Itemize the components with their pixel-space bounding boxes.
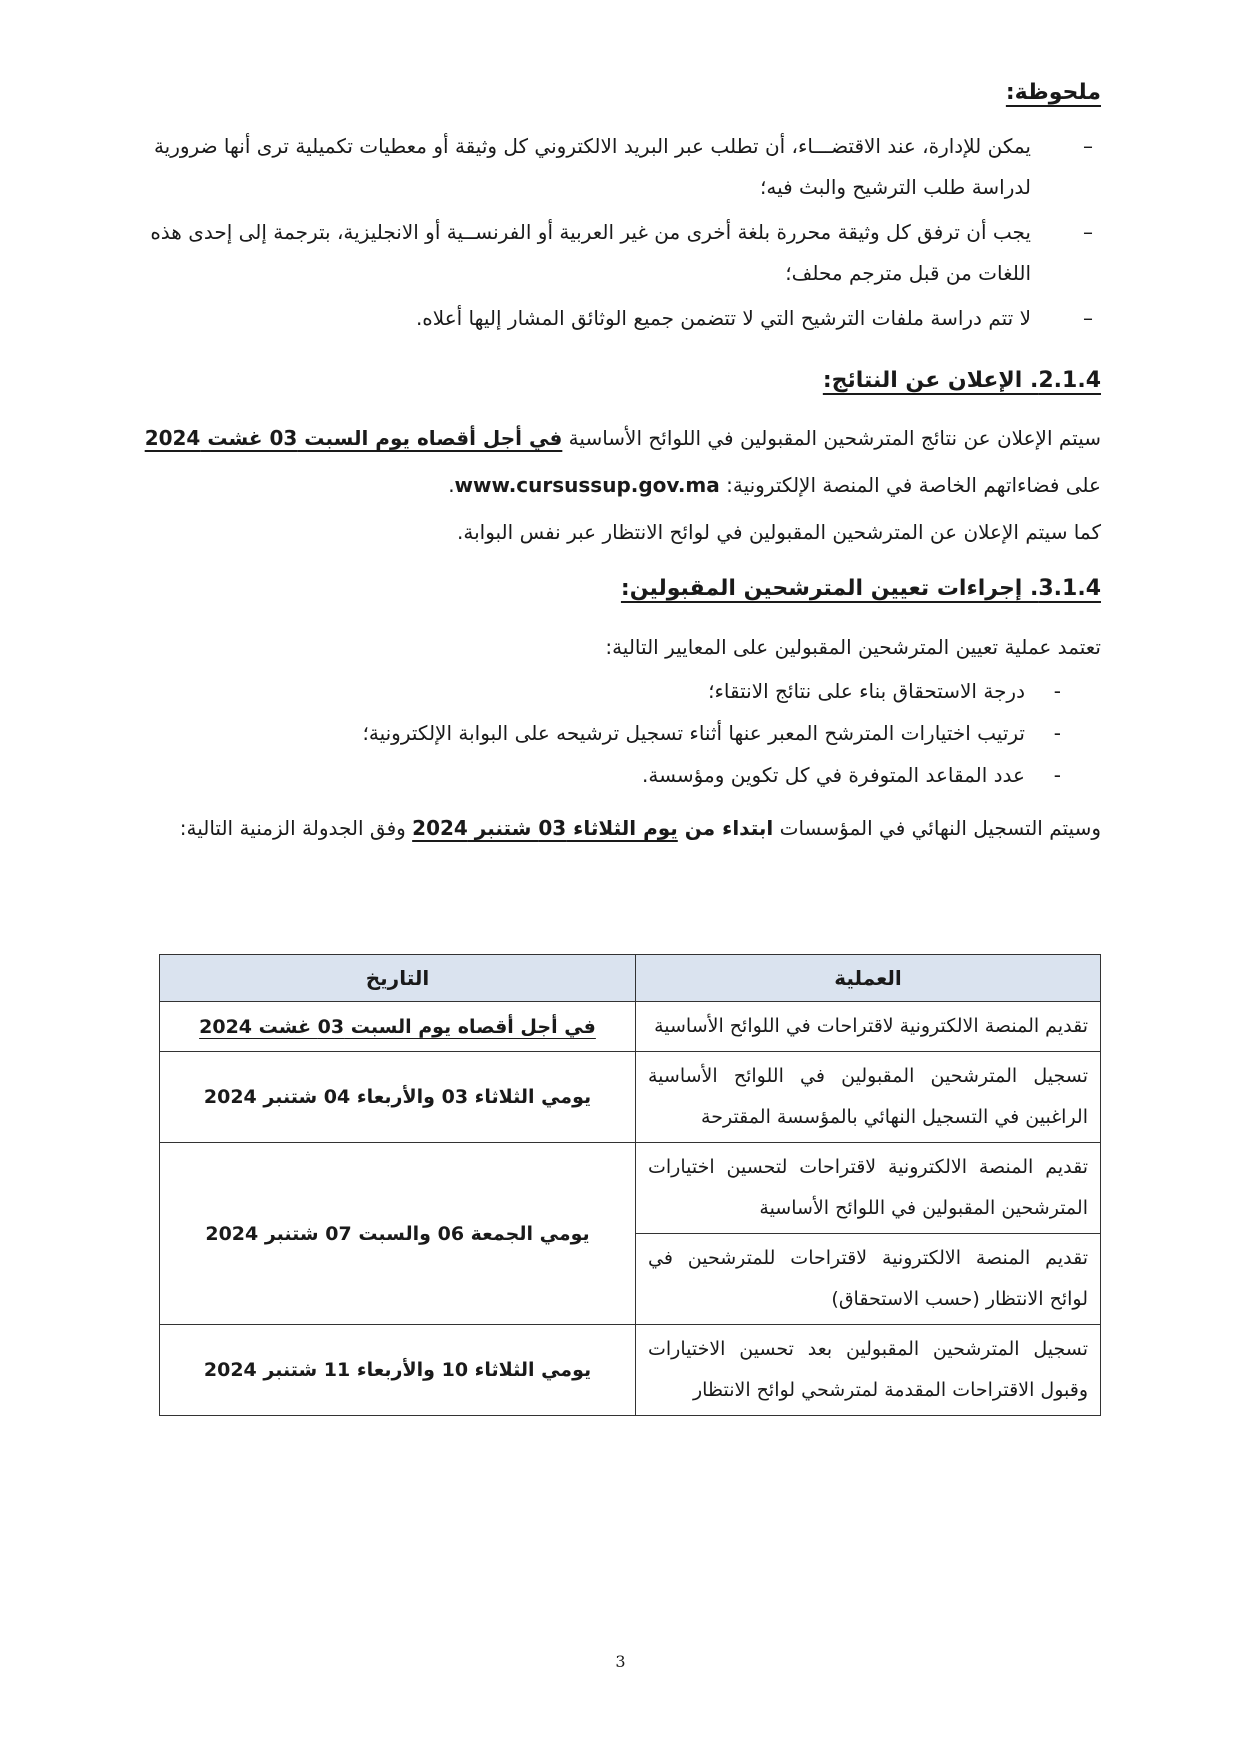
- date-cell: يومي الجمعة 06 والسبت 07 شتنبر 2024: [160, 1143, 636, 1325]
- final-text-end: وفق الجدولة الزمنية التالية:: [179, 816, 413, 840]
- dash-marker: –: [1083, 220, 1093, 244]
- dash-marker: -: [1053, 763, 1061, 787]
- header-date: التاريخ: [160, 955, 636, 1002]
- criteria-item: [145, 718, 1101, 748]
- results-line1-text: سيتم الإعلان عن نتائج المترشحين المقبولين في اللوائح الأساسية: [562, 426, 1101, 450]
- dash-marker: -: [1053, 721, 1061, 745]
- results-paragraph-line2: [145, 470, 1101, 500]
- note-item-text: يجب أن ترفق كل وثيقة محررة بلغة أخرى من غير العربية أو الفرنســية أو الانجليزية، بترجمة إلى إحدى هذه اللغات من قبل مترجم محلف؛: [150, 220, 1031, 285]
- header-operation: العملية: [636, 955, 1101, 1002]
- date-text: في أجل أقصاه يوم السبت 03 غشت 2024: [199, 1015, 596, 1038]
- note-item-text: لا تتم دراسة ملفات الترشيح التي لا تتضمن جميع الوثائق المشار إليها أعلاه.: [415, 306, 1031, 330]
- criteria-item: [145, 676, 1101, 706]
- note-item: [145, 212, 1101, 294]
- dash-marker: –: [1083, 306, 1093, 330]
- assignment-heading: 3.1.4. إجراءات تعيين المترشحين المقبولين:: [620, 576, 1101, 601]
- operation-cell: تسجيل المترشحين المقبولين بعد تحسين الاختيارات وقبول الاقتراحات المقدمة لمترشحي لوائح الانتظار: [636, 1325, 1101, 1416]
- note-item: [145, 298, 1101, 339]
- schedule-table: [159, 954, 1101, 1416]
- note-heading: ملحوظة:: [1005, 80, 1101, 105]
- final-text-start: وسيتم التسجيل النهائي في المؤسسات: [773, 816, 1101, 840]
- results-heading: 2.1.4. الإعلان عن النتائج:: [822, 368, 1101, 393]
- operation-cell: تقديم المنصة الالكترونية لاقتراحات لتحسين اختيارات المترشحين المقبولين في اللوائح الأساسية: [636, 1143, 1101, 1234]
- results-line2-end: .: [448, 473, 455, 497]
- dash-marker: -: [1053, 679, 1061, 703]
- note-item-text: يمكن للإدارة، عند الاقتضـــاء، أن تطلب عبر البريد الالكتروني كل وثيقة أو معطيات تكميلية ترى أنها ضرورية لدراسة طلب الترشيح والبث فيه؛: [153, 134, 1031, 199]
- date-cell: يومي الثلاثاء 03 والأربعاء 04 شتنبر 2024: [160, 1052, 636, 1143]
- results-line2-text: على فضاءاتهم الخاصة في المنصة الإلكترونية:: [719, 473, 1101, 497]
- final-registration-line: [145, 813, 1101, 843]
- criteria-text: عدد المقاعد المتوفرة في كل تكوين ومؤسسة.: [641, 763, 1025, 787]
- website-link[interactable]: www.cursussup.gov.ma: [454, 473, 720, 497]
- assignment-intro: تعتمد عملية تعيين المترشحين المقبولين على المعايير التالية:: [605, 635, 1101, 659]
- operation-cell: تسجيل المترشحين المقبولين في اللوائح الأساسية الراغبين في التسجيل النهائي بالمؤسسة المقترحة: [636, 1052, 1101, 1143]
- table-header-row: [160, 955, 1101, 1002]
- criteria-item: [145, 760, 1101, 790]
- table-row: [160, 1325, 1101, 1416]
- final-start-date: يوم الثلاثاء 03 شتنبر 2024: [412, 816, 678, 840]
- note-item: [145, 126, 1101, 208]
- page-number: 3: [615, 1652, 626, 1671]
- criteria-text: درجة الاستحقاق بناء على نتائج الانتقاء؛: [708, 679, 1025, 703]
- table-row: [160, 1002, 1101, 1052]
- date-cell: [160, 1002, 636, 1052]
- table-row: [160, 1143, 1101, 1234]
- operation-cell: تقديم المنصة الالكترونية لاقتراحات في اللوائح الأساسية: [636, 1002, 1101, 1052]
- final-text-bold: ابتداء من: [677, 816, 774, 840]
- operation-cell: تقديم المنصة الالكترونية لاقتراحات للمترشحين في لوائح الانتظار (حسب الاستحقاق): [636, 1234, 1101, 1325]
- criteria-text: ترتيب اختيارات المترشح المعبر عنها أثناء تسجيل ترشيحه على البوابة الإلكترونية؛: [362, 721, 1025, 745]
- dash-marker: –: [1083, 134, 1093, 158]
- document-page: [145, 0, 1101, 1755]
- results-paragraph-line1: [145, 423, 1101, 453]
- results-deadline: في أجل أقصاه يوم السبت 03 غشت 2024: [144, 426, 563, 450]
- table-row: [160, 1052, 1101, 1143]
- results-paragraph-line3: كما سيتم الإعلان عن المترشحين المقبولين في لوائح الانتظار عبر نفس البوابة.: [456, 520, 1101, 544]
- date-cell: يومي الثلاثاء 10 والأربعاء 11 شتنبر 2024: [160, 1325, 636, 1416]
